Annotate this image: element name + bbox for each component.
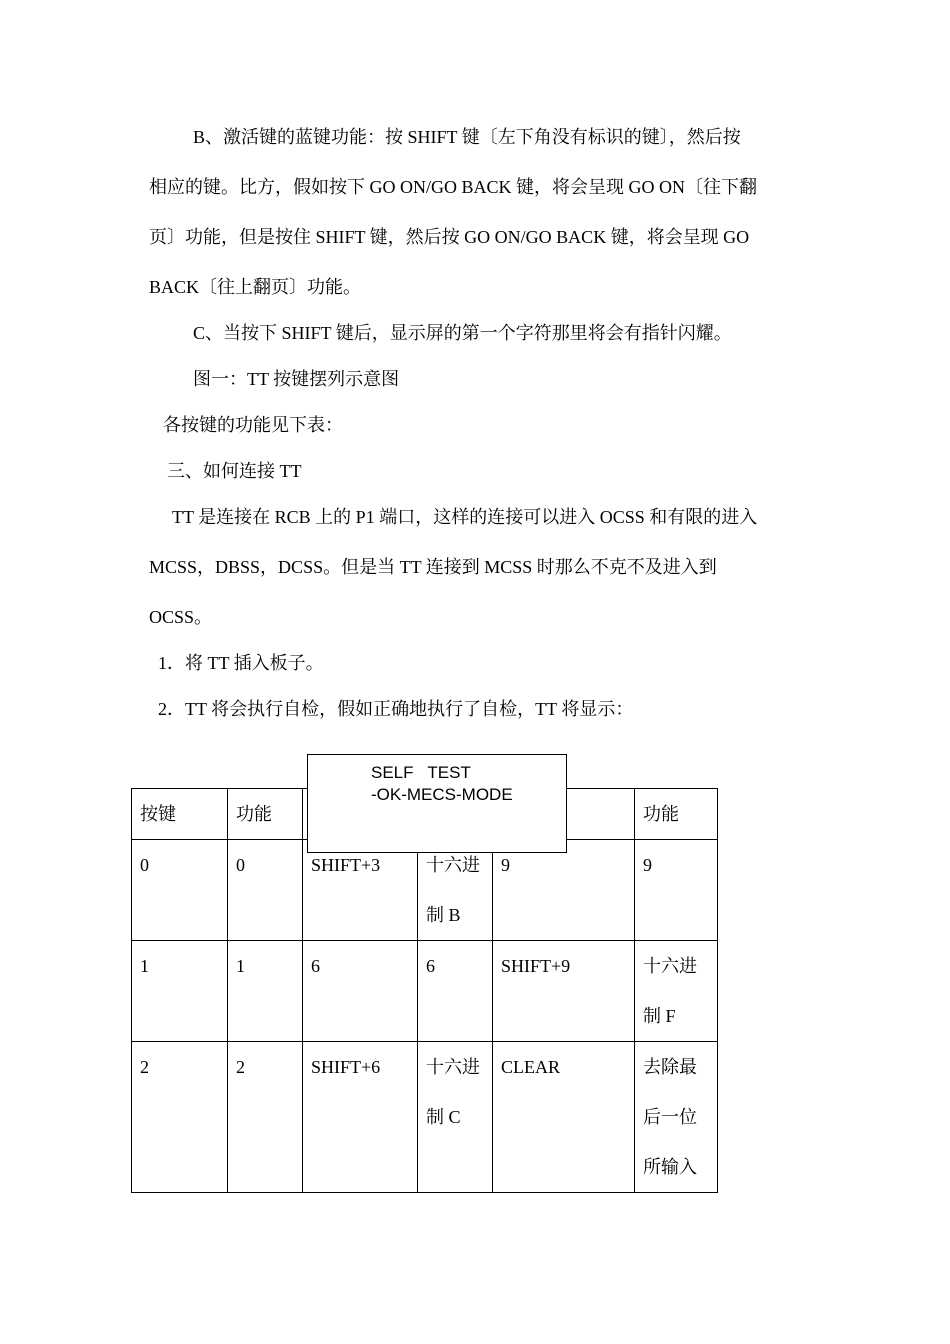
table-cell: 去除最后一位所输入: [635, 1042, 718, 1193]
table-cell: 十六进制 F: [635, 941, 718, 1042]
table-intro: 各按键的功能见下表：: [163, 415, 343, 435]
paragraph-shift-blue-2: 相应的键。比方，假如按下 GO ON/GO BACK 键，将会呈现 GO ON〔往下翻: [149, 177, 757, 197]
step-1: 1．将 TT 插入板子。: [158, 653, 324, 673]
self-test-display-box: [307, 754, 567, 853]
paragraph-connect-1: TT 是连接在 RCB 上的 P1 端口，这样的连接可以进入 OCSS 和有限的进入: [172, 507, 758, 527]
table-cell: 6: [303, 941, 418, 1042]
paragraph-shift-cursor: C、当按下 SHIFT 键后，显示屏的第一个字符那里将会有指针闪耀。: [193, 323, 732, 343]
table-cell: 0: [132, 840, 228, 941]
table-cell: 6: [418, 941, 493, 1042]
table-cell: SHIFT+6: [303, 1042, 418, 1193]
table-cell: SHIFT+9: [493, 941, 635, 1042]
table-cell: 十六进制 C: [418, 1042, 493, 1193]
self-test-line-1: SELF TEST: [371, 763, 471, 782]
paragraph-shift-blue-4: BACK〔往上翻页〕功能。: [149, 277, 362, 297]
table-row: [132, 840, 718, 941]
table-cell: 2: [132, 1042, 228, 1193]
figure-caption: 图一：TT 按键摆列示意图: [193, 369, 400, 389]
paragraph-shift-blue-1: B、激活键的蓝键功能：按 SHIFT 键〔左下角没有标识的键〕，然后按: [193, 127, 741, 147]
paragraph-shift-blue-3: 页〕功能，但是按住 SHIFT 键，然后按 GO ON/GO BACK 键，将会呈现 GO: [149, 227, 750, 247]
table-cell: 1: [132, 941, 228, 1042]
table-cell: SHIFT+3: [303, 840, 418, 941]
paragraph-connect-3: OCSS。: [149, 607, 213, 627]
self-test-line-2: -OK-MECS-MODE: [371, 785, 513, 804]
table-row: [132, 1042, 718, 1193]
table-header-cell: 功能: [635, 789, 718, 840]
table-header-cell: 功能: [228, 789, 303, 840]
step-2: 2．TT 将会执行自检，假如正确地执行了自检，TT 将显示：: [158, 699, 634, 719]
table-cell: 9: [493, 840, 635, 941]
paragraph-connect-2: MCSS，DBSS，DCSS。但是当 TT 连接到 MCSS 时那么不克不及进入到: [149, 557, 717, 577]
table-cell: 0: [228, 840, 303, 941]
table-row: [132, 941, 718, 1042]
table-cell: 1: [228, 941, 303, 1042]
section-heading: 三、如何连接 TT: [167, 461, 302, 481]
table-cell: 2: [228, 1042, 303, 1193]
table-cell: 9: [635, 840, 718, 941]
table-header-cell: 按键: [132, 789, 228, 840]
table-cell: CLEAR: [493, 1042, 635, 1193]
table-cell: 十六进制 B: [418, 840, 493, 941]
